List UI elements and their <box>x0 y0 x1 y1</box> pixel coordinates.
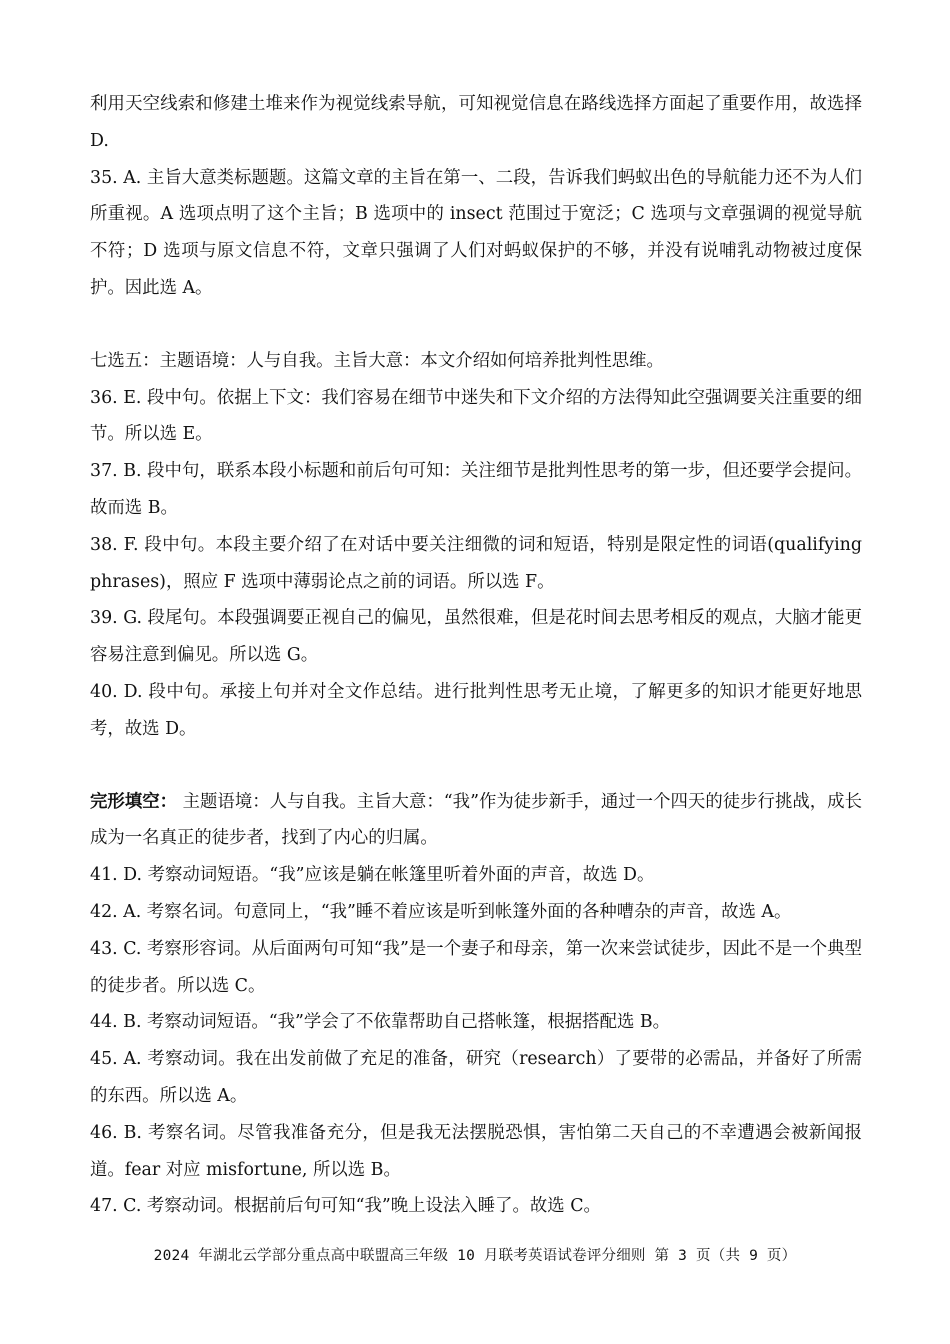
paragraph-q46: 46. B. 考察名词。尽管我准备充分，但是我无法摆脱恐惧，害怕第二天自己的不幸遭遇会被新闻报道。fear 对应 misfortune, 所以选 B。 <box>90 1122 862 1180</box>
paragraph-q38: 38. F. 段中句。本段主要介绍了在对话中要关注细微的词和短语，特别是限定性的词语(qualifying phrases)，照应 F 选项中薄弱论点之前的词语。所以选 F。 <box>90 534 862 592</box>
paragraph-q36: 36. E. 段中句。依据上下文：我们容易在细节中迷失和下文介绍的方法得知此空强调要关注重要的细节。所以选 E。 <box>90 387 862 445</box>
paragraph-q42: 42. A. 考察名词。句意同上，“我”睡不着应该是听到帐篷外面的各种嘈杂的声音，故选 A。 <box>90 901 792 922</box>
paragraph-q45: 45. A. 考察动词。我在出发前做了充足的准备，研究（research）了要带的必需品，并备好了所需的东西。所以选 A。 <box>90 1049 862 1106</box>
paragraph-q41: 41. D. 考察动词短语。“我”应该是躺在帐篷里听着外面的声音，故选 D。 <box>90 865 655 886</box>
paragraph-q35: 35. A. 主旨大意类标题题。这篇文章的主旨在第一、二段，告诉我们蚂蚁出色的导航能力还不为人们所重视。A 选项点明了这个主旨；B 选项中的 insect 范围过于宽泛；C 选项与文章强调的视觉导航不符；D 选项与原文信息不符，文章只强调了人们对蚂蚁保护的不够，并没有说哺乳动物被过度保护。因此选 A。 <box>90 167 862 298</box>
paragraph-q34-end: 利用天空线索和修建土堆来作为视觉线索导航，可知视觉信息在路线选择方面起了重要作用，故选择 D. <box>90 94 862 151</box>
cloze-label: 完形填空： <box>90 791 178 812</box>
section-gap <box>90 748 862 784</box>
section-intro-cloze <box>90 784 862 858</box>
paragraph-q47: 47. C. 考察动词。根据前后句可知“我”晚上设法入睡了。故选 C。 <box>90 1196 601 1217</box>
document-body <box>90 86 862 1225</box>
paragraph-q43: 43. C. 考察形容词。从后面两句可知“我”是一个妻子和母亲，第一次来尝试徒步，因此不是一个典型的徒步者。所以选 C。 <box>90 938 862 996</box>
page-footer: 2024 年湖北云学部分重点高中联盟高三年级 10 月联考英语试卷评分细则 第 3 页（共 9 页） <box>153 1248 797 1264</box>
section-intro-seven-choose-five: 七选五：主题语境：人与自我。主旨大意：本文介绍如何培养批判性思维。 <box>90 350 664 371</box>
paragraph-q44: 44. B. 考察动词短语。“我”学会了不依靠帮助自己搭帐篷，根据搭配选 B。 <box>90 1012 671 1033</box>
paragraph-q37: 37. B. 段中句，联系本段小标题和前后句可知：关注细节是批判性思考的第一步，但还要学会提问。故而选 B。 <box>90 461 862 518</box>
cloze-intro-text: 主题语境：人与自我。主旨大意：“我”作为徒步新手，通过一个四天的徒步行挑战，成长成为一名真正的徒步者，找到了内心的归属。 <box>90 791 862 849</box>
paragraph-q39: 39. G. 段尾句。本段强调要正视自己的偏见，虽然很难，但是花时间去思考相反的观点，大脑才能更容易注意到偏见。所以选 G。 <box>90 608 862 666</box>
paragraph-q40: 40. D. 段中句。承接上句并对全文作总结。进行批判性思考无止境，了解更多的知识才能更好地思考，故选 D。 <box>90 681 862 739</box>
section-gap <box>90 307 862 343</box>
